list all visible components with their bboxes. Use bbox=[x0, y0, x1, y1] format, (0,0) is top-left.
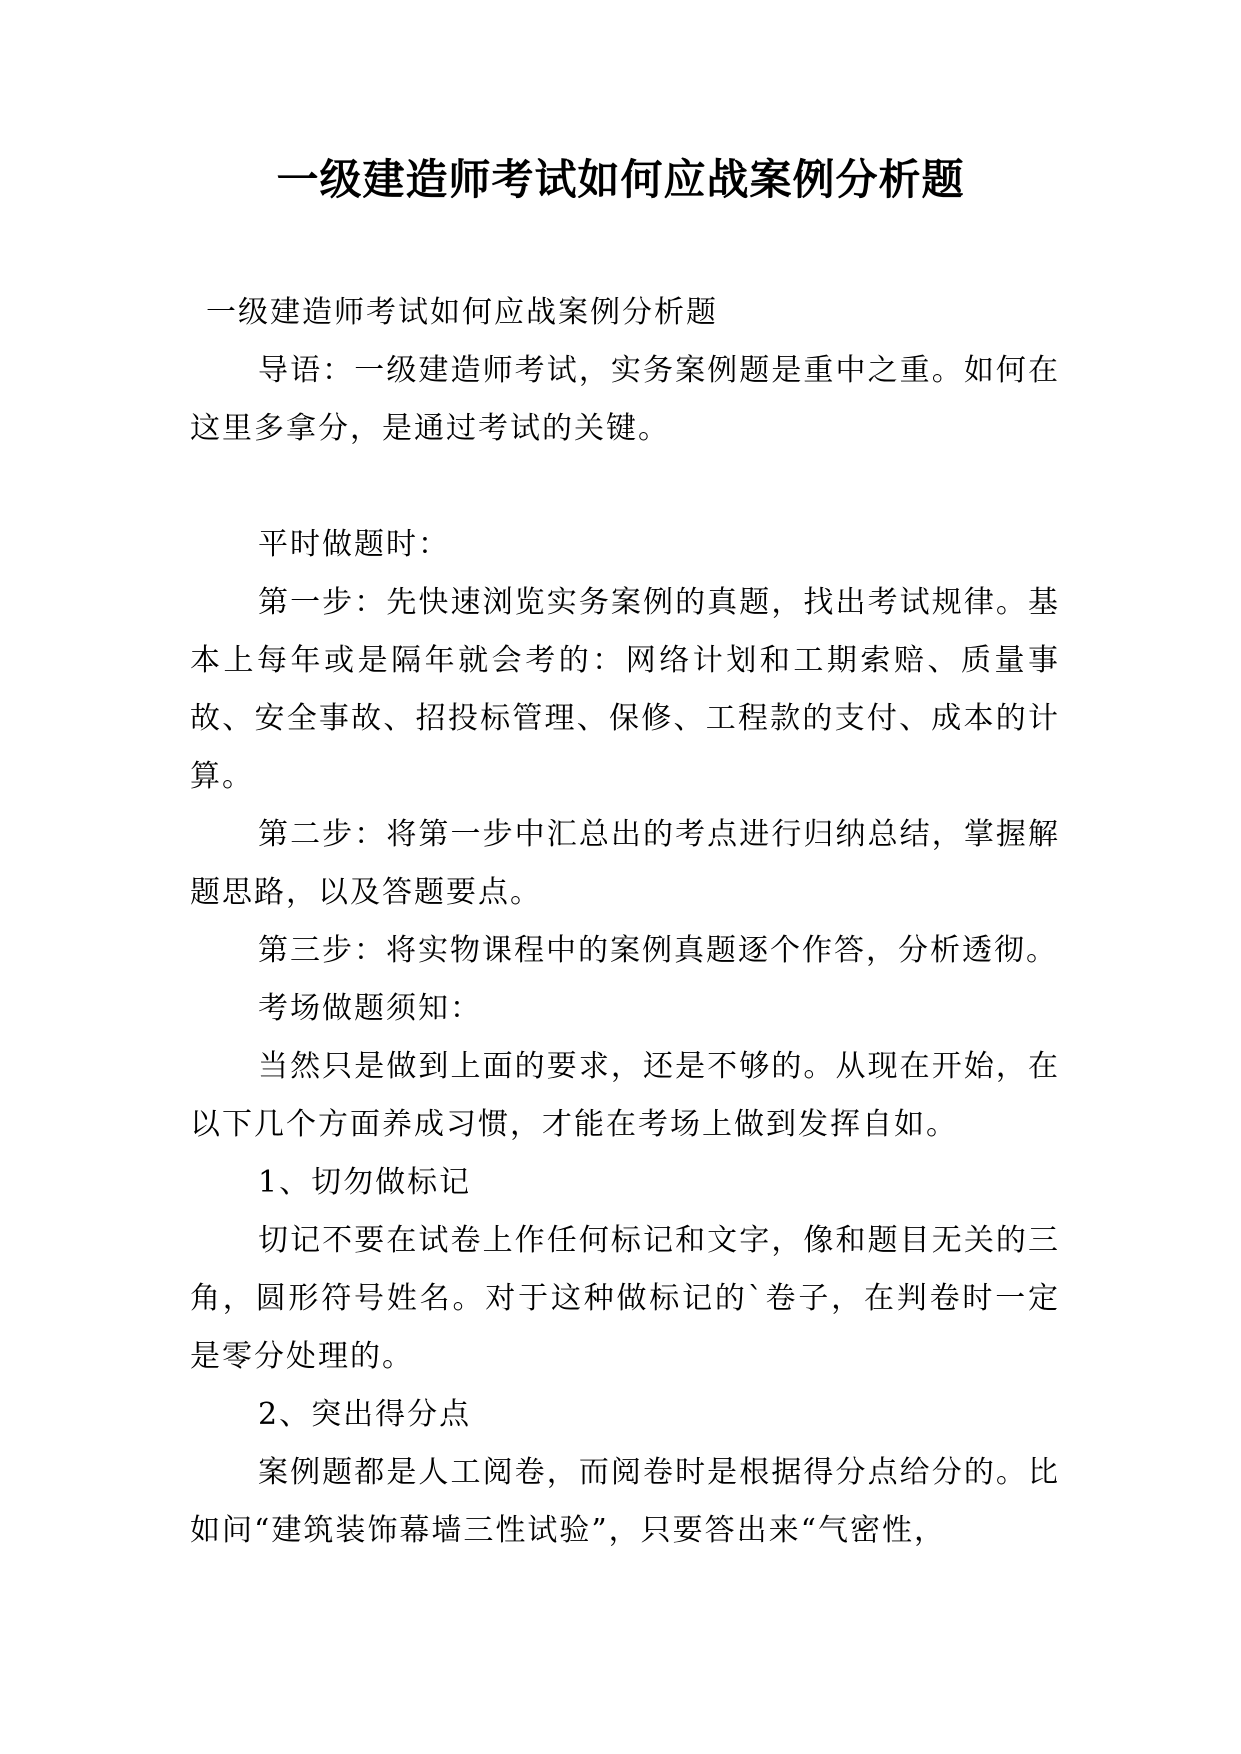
document-body bbox=[190, 284, 1060, 1560]
document-title: 一级建造师考试如何应战案例分析题 bbox=[276, 155, 965, 204]
point-one-heading: 1、切勿做标记 bbox=[258, 1165, 472, 1200]
exam-intro-paragraph: 当然只是做到上面的要求，还是不够的。从现在开始，在以下几个方面养成习惯，才能在考场上做到发挥自如。 bbox=[190, 1049, 1060, 1142]
document-subtitle: 一级建造师考试如何应战案例分析题 bbox=[206, 295, 718, 330]
point-two-paragraph: 案例题都是人工阅卷，而阅卷时是根据得分点给分的。比如问“建筑装饰幕墙三性试验”，只要答出来“气密性， bbox=[190, 1455, 1060, 1548]
section-heading-exam: 考场做题须知： bbox=[258, 991, 482, 1026]
point-two-heading: 2、突出得分点 bbox=[258, 1397, 472, 1432]
point-one-paragraph: 切记不要在试卷上作任何标记和文字，像和题目无关的三角，圆形符号姓名。对于这种做标记的`卷子，在判卷时一定是零分处理的。 bbox=[190, 1223, 1060, 1374]
step-one-paragraph: 第一步：先快速浏览实务案例的真题，找出考试规律。基本上每年或是隔年就会考的：网络计划和工期索赔、质量事故、安全事故、招投标管理、保修、工程款的支付、成本的计算。 bbox=[190, 585, 1060, 794]
step-two-paragraph: 第二步：将第一步中汇总出的考点进行归纳总结，掌握解题思路，以及答题要点。 bbox=[190, 817, 1060, 910]
paragraph-spacer bbox=[190, 458, 1060, 516]
section-heading-practice: 平时做题时： bbox=[258, 527, 450, 562]
step-three-paragraph: 第三步：将实物课程中的案例真题逐个作答，分析透彻。 bbox=[258, 933, 1058, 968]
intro-paragraph: 导语：一级建造师考试，实务案例题是重中之重。如何在这里多拿分，是通过考试的关键。 bbox=[190, 353, 1060, 446]
